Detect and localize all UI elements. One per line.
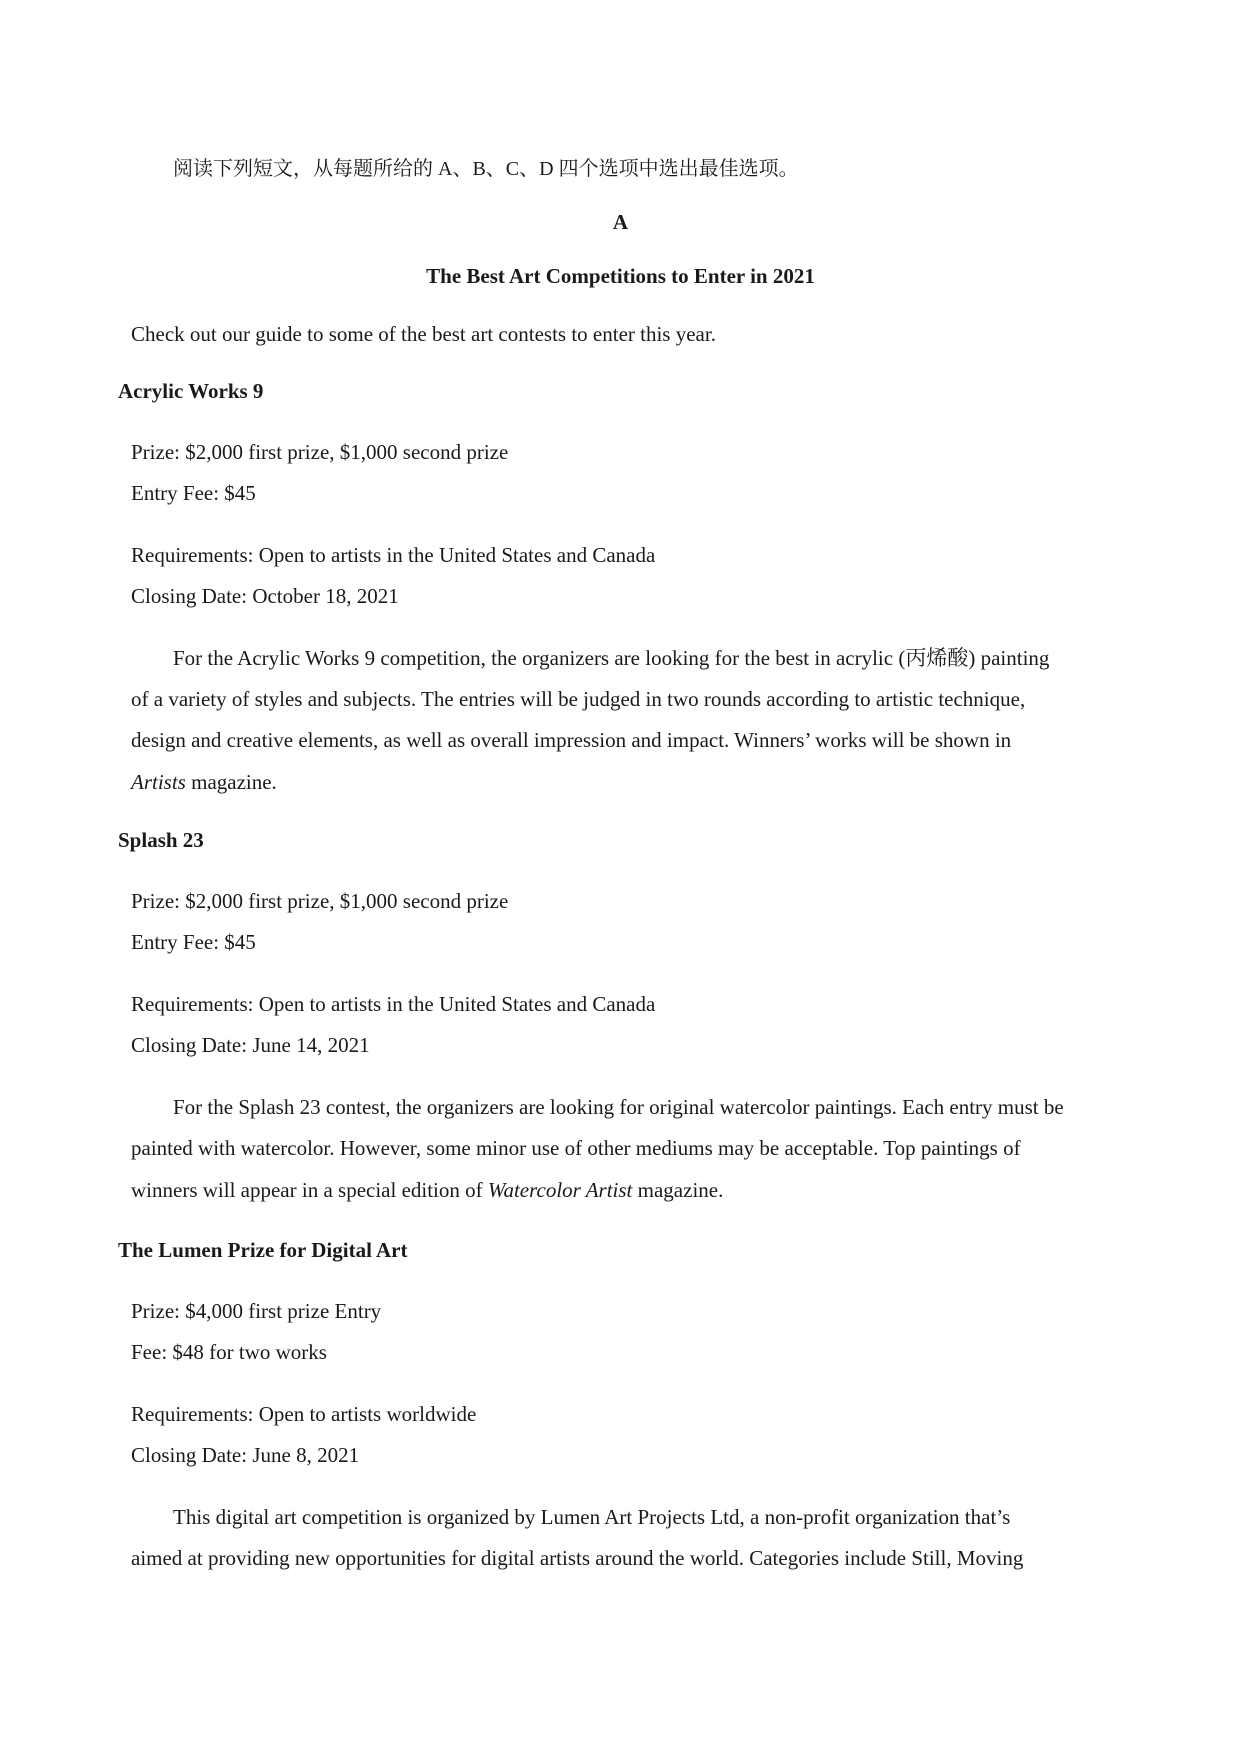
magazine-title: Artists (131, 770, 186, 794)
competition-heading-acrylic-works: Acrylic Works 9 (118, 379, 264, 403)
closing-date-text: Closing Date: October 18, 2021 (131, 584, 399, 608)
competition-heading-lumen-prize: The Lumen Prize for Digital Art (118, 1238, 408, 1262)
description-line: This digital art competition is organized by Lumen Art Projects Ltd, a non-profit organization that’s (173, 1505, 1011, 1529)
requirements-text: Requirements: Open to artists in the United States and Canada (131, 543, 656, 567)
competition-heading-splash: Splash 23 (118, 828, 204, 852)
closing-date-text: Closing Date: June 8, 2021 (131, 1443, 360, 1467)
intro-text: Check out our guide to some of the best art contests to enter this year. (131, 322, 716, 346)
requirements-text: Requirements: Open to artists in the United States and Canada (131, 992, 656, 1016)
entry-fee-text: Fee: $48 for two works (131, 1340, 327, 1364)
requirements-text: Requirements: Open to artists worldwide (131, 1402, 477, 1426)
article-title: The Best Art Competitions to Enter in 2021 (426, 264, 815, 288)
description-line: of a variety of styles and subjects. The entries will be judged in two rounds according to artistic technique, (131, 687, 1026, 711)
description-line: winners will appear in a special edition of Watercolor Artist magazine. (131, 1178, 724, 1202)
description-line: For the Splash 23 contest, the organizers are looking for original watercolor paintings. Each entry must be (173, 1095, 1064, 1119)
description-line: design and creative elements, as well as overall impression and impact. Winners’ works will be shown in (131, 728, 1012, 752)
section-letter: A (612, 210, 629, 234)
description-line: For the Acrylic Works 9 competition, the organizers are looking for the best in acrylic (丙烯酸) painting (173, 646, 1050, 670)
entry-fee-text: Entry Fee: $45 (131, 930, 256, 954)
prize-text: Prize: $4,000 first prize Entry (131, 1299, 382, 1323)
magazine-title: Watercolor Artist (487, 1178, 633, 1202)
prize-text: Prize: $2,000 first prize, $1,000 second prize (131, 889, 509, 913)
instruction-text: 阅读下列短文，从每题所给的 A、B、C、D 四个选项中选出最佳选项。 (173, 158, 799, 180)
closing-date-text: Closing Date: June 14, 2021 (131, 1033, 370, 1057)
description-line: Artists magazine. (131, 770, 277, 794)
description-line: aimed at providing new opportunities for digital artists around the world. Categories include Still, Moving (131, 1546, 1024, 1570)
entry-fee-text: Entry Fee: $45 (131, 481, 256, 505)
prize-text: Prize: $2,000 first prize, $1,000 second prize (131, 440, 509, 464)
description-line: painted with watercolor. However, some minor use of other mediums may be acceptable. Top paintings of (131, 1136, 1021, 1160)
